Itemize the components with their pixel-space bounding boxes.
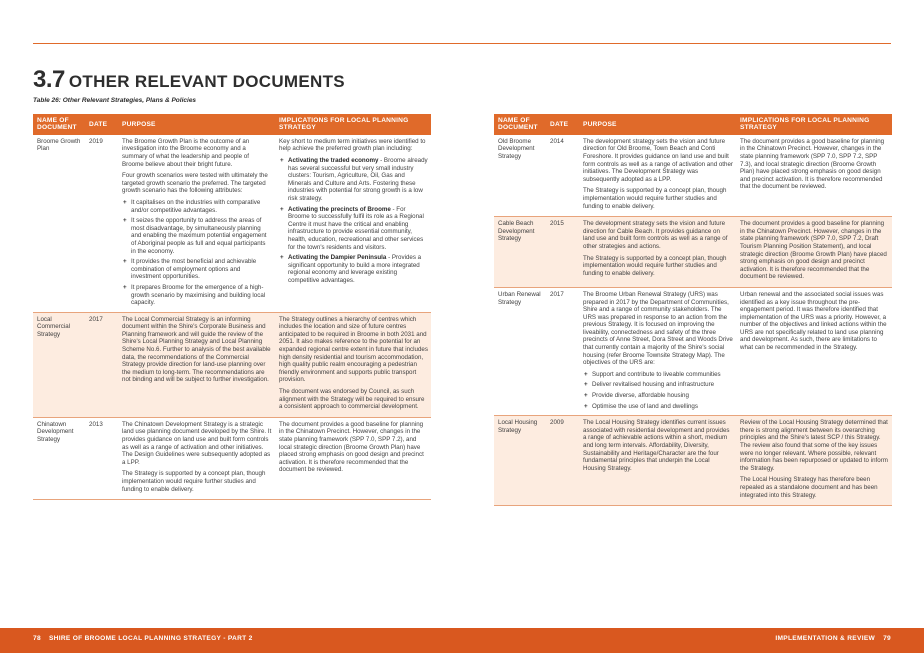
section-heading [33, 66, 345, 94]
paragraph: The Broome Urban Renewal Strategy (URS) was prepared in 2017 by the Department of Communities, Shire and a range of community stakeholders. The URS was prepared in response to an action from the previous Strategy. It is focused on improving the liveability, connectedness and safety of the three precincts of Anne Street, Dora Street and Woods Drive that currently contain a majority of the Shire's social housing (refer Broome Townsite Strategy Map). The objectives of the URS are: [583, 290, 733, 367]
chapter-title: IMPLEMENTATION & REVIEW [775, 635, 876, 642]
page-number-left: 78 [33, 635, 41, 642]
top-rule [33, 43, 891, 44]
paragraph: The document provides a good baseline for planning in the Chinatown Precinct. However, changes in the state planning framework (SPP 7.0, SPP 7.2, SPP 7.3), and local strategic direction (Broome Growth Plan) have placed strong emphasis on good design and precinct activation. It is therefore recommended that the document be reviewed. [740, 137, 885, 191]
footer-left [33, 635, 253, 642]
document-name-cell: Old Broome Development Strategy [494, 135, 546, 217]
paragraph: Key short to medium term initiatives were identified to help achieve the preferred growth plan including: [279, 137, 426, 153]
column-header-date: DATE [546, 114, 579, 135]
implications-cell [736, 416, 892, 506]
purpose-cell [118, 312, 275, 417]
document-name-cell: Broome Growth Plan [33, 135, 85, 312]
bullet-item [583, 381, 733, 389]
paragraph: The document provides a good baseline for planning in the Chinatown Precinct. However, changes in the state planning framework (SPP 7.0, SPP 7.2, Draft Tourism Planning Position Statement), and local strategic direction (Broome Growth Plan) have placed strong emphasis on good design and precinct activation. It is therefore recommended that the document be reviewed. [740, 220, 887, 281]
bullet-item [583, 403, 733, 411]
bullet-text: Deliver revitalised housing and infrastructure [592, 381, 715, 389]
bullet-list [583, 371, 733, 410]
table-caption: Table 26: Other Relevant Strategies, Plans & Policies [33, 97, 197, 104]
paragraph: The development strategy sets the vision and future direction for Old Broome, Town Beach and Conti Foreshore. It provides guidance on land use and built form controls as well as a range of activation and other initiatives. The Development Strategy was subsequently adopted as a LPP. [583, 137, 733, 183]
document-date-cell: 2009 [546, 416, 579, 506]
paragraph: The Local Commercial Strategy is an informing document within the Shire's Corporate Business and Planning framework and will guide the review of the Shire's Local Planning Strategy and Local Planning Scheme No.6. Further to analysis of the best available data, the recommendations of the Commercial Strategy provide direction for land-use planning over the medium to long-term. The recommendations are not binding and will be subject to further investigation. [122, 315, 271, 384]
column-header-name: NAME OF DOCUMENT [33, 114, 85, 135]
footer-right [775, 635, 891, 642]
torn-edge-decoration [0, 628, 924, 632]
paragraph: The document was endorsed by Council, as such alignment with the Strategy will be required to ensure a consistent approach to commercial development. [279, 388, 425, 411]
purpose-cell [579, 287, 736, 415]
page-number-right: 79 [883, 635, 891, 642]
table-header-row [33, 114, 431, 135]
bullet-item [279, 206, 428, 252]
document-title: SHIRE OF BROOME LOCAL PLANNING STRATEGY - PART 2 [48, 635, 253, 642]
purpose-cell [579, 416, 736, 506]
bullet-text: It capitalises on the industries with comparative and/or competitive advantages. [131, 198, 261, 214]
paragraph: Urban renewal and the associated social issues was identified as a key issue throughout the pre-engagement period. It was therefore identified that implementation of the URS was a priority. However, a number of the objectives and linked actions within the URS are not specifically related to land use planning and development. As such, there are limitations to what can be recommended in the Strategy. [740, 290, 887, 352]
documents-table-right [494, 114, 892, 506]
bullet-heading: Activating the precincts of Broome [288, 205, 391, 213]
bullet-text: Support and contribute to liveable communities [592, 370, 721, 378]
paragraph: The Chinatown Development Strategy is a strategic land use planning document developed by the Shire. It provides guidance on land use and built form controls as well as a range of activation and other initiatives. The Design Guidelines were subsequently adopted as a LPP. [122, 420, 272, 466]
bullet-text: It seizes the opportunity to address the areas of most disadvantage, by simultaneously planning and enabling the maximum potential engagement of Aboriginal people as full and equal participants in the economy. [131, 217, 267, 255]
document-date-cell: 2013 [85, 417, 118, 499]
table-row [33, 135, 431, 312]
column-header-implications: IMPLICATIONS FOR LOCAL PLANNING STRATEGY [736, 114, 892, 135]
paragraph: The development strategy sets the vision and future direction for Cable Beach. It provides guidance on land use and built form controls as well as a range of other strategies and actions. [583, 220, 728, 250]
bullet-item [122, 284, 272, 307]
bullet-text: Provide diverse, affordable housing [592, 392, 689, 400]
document-name-cell: Urban Renewal Strategy [494, 287, 546, 415]
table-row [494, 416, 892, 506]
bullet-item [122, 217, 272, 255]
column-header-implications: IMPLICATIONS FOR LOCAL PLANNING STRATEGY [275, 114, 431, 135]
purpose-cell [579, 217, 736, 288]
document-name-cell: Local Housing Strategy [494, 416, 546, 506]
table-row [494, 135, 892, 217]
table-row [494, 217, 892, 288]
bullet-list [122, 199, 272, 307]
bullet-item [122, 199, 272, 214]
table-row [33, 312, 431, 417]
table-row [494, 287, 892, 415]
document-date-cell: 2019 [85, 135, 118, 312]
table-header-row [494, 114, 892, 135]
bullet-text: - For Broome to successfully fulfil its role as a Regional Centre it must have the critical and enabling infrastructure to provide essential community, health, education, recreational and other services for the town's residents and visitors. [288, 205, 424, 251]
document-date-cell: 2015 [546, 217, 579, 288]
bullet-text: Optimise the use of land and dwellings [592, 402, 698, 410]
implications-cell [736, 135, 892, 217]
document-name-cell: Chinatown Development Strategy [33, 417, 85, 499]
section-number: 3.7 [33, 66, 65, 93]
paragraph: The Strategy is supported by a concept plan, though implementation would require further studies and funding to enable delivery. [583, 187, 727, 210]
paragraph: The Local Housing Strategy identifies current issues associated with residential development and provides a range of achievable actions within a short, medium and long term intervals. Affordability, Diversity, Sustainability and Heritage/Character are the four fundamental principles that underpin the Local Housing Strategy. [583, 419, 730, 472]
paragraph: Review of the Local Housing Strategy determined that there is strong alignment between its overarching principles and the Shire's latest SCP / this Strategy. The review also found that some of the key issues were no longer relevant. Where possible, relevant information has been repurposed or updated to inform the Strategy. [740, 419, 888, 472]
implications-cell [275, 312, 431, 417]
column-header-purpose: PURPOSE [118, 114, 275, 135]
document-date-cell: 2017 [85, 312, 118, 417]
paragraph: The Strategy is supported by a concept plan, though implementation would require further studies and funding to enable delivery. [122, 470, 266, 493]
document-name-cell: Local Commercial Strategy [33, 312, 85, 417]
document-name-cell: Cable Beach Development Strategy [494, 217, 546, 288]
bullet-text: - Broome already has several successful but very small industry clusters: Tourism, Agriculture, Oil, Gas and Minerals and Culture and Arts. Fostering these industries with potential for strong growth is a low risk strategy. [288, 157, 428, 202]
paragraph: Four growth scenarios were tested with ultimately the targeted growth scenario the preferred. The targeted growth scenario has the following attributes: [122, 172, 268, 195]
bullet-item [583, 392, 733, 400]
section-title: OTHER RELEVANT DOCUMENTS [68, 72, 345, 91]
implications-cell [736, 287, 892, 415]
bullet-list [279, 157, 428, 285]
bullet-text: It provides the most beneficial and achievable combination of employment options and investment opportunities. [131, 258, 257, 281]
bullet-item [122, 258, 272, 281]
column-header-date: DATE [85, 114, 118, 135]
bullet-heading: Activating the traded economy [288, 157, 379, 164]
column-header-purpose: PURPOSE [579, 114, 736, 135]
table-row [33, 417, 431, 499]
document-date-cell: 2017 [546, 287, 579, 415]
purpose-cell [118, 417, 275, 499]
paragraph: The Broome Growth Plan is the outcome of an investigation into the Broome economy and a summary of what the leadership and people of Broome believe about their bright future. [122, 137, 250, 168]
paragraph: The Strategy is supported by a concept plan, though implementation would require further studies and funding to enable delivery. [583, 254, 727, 277]
bullet-item [279, 254, 428, 284]
paragraph: The Strategy outlines a hierarchy of centres which includes the location and size of future centres anticipated to be required in Broome in both 2031 and 2051. It also makes reference to the potential for an expanded regional centre extent in future that includes high density residential and tourism accommodation, high quality public realm encouraging a pedestrian friendly environment and supports public transport provision. [279, 315, 428, 384]
column-header-name: NAME OF DOCUMENT [494, 114, 546, 135]
paragraph: The document provides a good baseline for planning in the Chinatown Precinct. However, changes in the state planning framework (SPP 7.0, SPP 7.2), and local strategic direction (Broome Growth Plan) have placed strong emphasis on good design and precinct activation. It is therefore recommended that the document be reviewed. [279, 420, 424, 474]
implications-cell [275, 417, 431, 499]
documents-table-left [33, 114, 431, 500]
implications-cell [736, 217, 892, 288]
document-date-cell: 2014 [546, 135, 579, 217]
bullet-item [279, 157, 428, 203]
bullet-item [583, 371, 733, 379]
paragraph: The Local Housing Strategy has therefore been repealed as a standalone document and has been integrated into this Strategy. [740, 476, 878, 499]
implications-cell [275, 135, 431, 312]
bullet-text: - Provides a significant opportunity to build a more integrated regional economy and leverage existing competitive advantages. [288, 254, 422, 284]
bullet-heading: Activating the Dampier Peninsula [288, 254, 387, 262]
purpose-cell [579, 135, 736, 217]
bullet-text: It prepares Broome for the emergence of a high-growth scenario by maximising and building local capacity. [131, 283, 266, 307]
purpose-cell [118, 135, 275, 312]
